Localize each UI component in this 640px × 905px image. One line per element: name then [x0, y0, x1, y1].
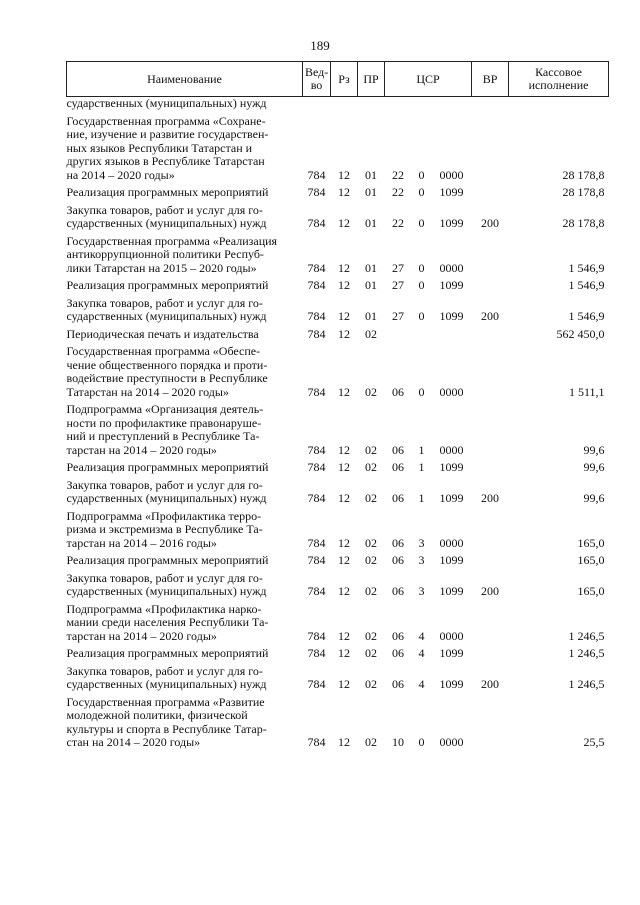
row-sum: 1 546,9	[568, 309, 605, 323]
row-csr-subprogram: 1	[418, 491, 425, 505]
row-csr-direction: 1099	[439, 185, 464, 199]
row-vr: 200	[481, 677, 500, 691]
row-name: Государственная программа «Обеспе- чение общественного порядка и проти- водействие преступности в Республике Татарстан на 2014 – 2020 годы»	[66, 344, 268, 399]
row-csr-subprogram: 4	[418, 646, 425, 660]
row-csr-direction: 0000	[439, 260, 464, 275]
row-rz: 12	[338, 278, 350, 292]
table-row	[67, 692, 609, 750]
row-name: Закупка товаров, работ и услуг для го- сударственных (муниципальных) нужд	[66, 202, 267, 230]
row-vr	[472, 341, 509, 399]
row-csr-program: 06	[392, 491, 404, 505]
row-name: Закупка товаров, работ и услуг для го- сударственных (муниципальных) нужд	[66, 663, 267, 691]
row-name: сударственных (муниципальных) нужд	[66, 96, 267, 110]
row-ved: 784	[307, 460, 326, 474]
row-rz: 12	[338, 553, 350, 567]
table-row	[67, 457, 609, 475]
row-csr-direction: 0000	[439, 628, 464, 643]
row-csr-direction: 0000	[439, 384, 464, 399]
row-pr: 01	[365, 216, 377, 230]
table-row	[67, 475, 609, 506]
row-rz: 12	[338, 584, 350, 598]
row-sum: 25,5	[583, 735, 605, 749]
row-csr-subprogram: 0	[418, 216, 425, 230]
row-rz: 12	[338, 260, 350, 275]
table-row	[67, 550, 609, 568]
row-csr-subprogram: 3	[418, 584, 425, 598]
row-ved: 784	[307, 326, 326, 341]
row-csr-program: 27	[392, 260, 404, 275]
row-csr-program: 22	[392, 185, 404, 199]
row-ved: 784	[307, 442, 326, 457]
row-rz	[331, 97, 358, 111]
header-rz: Рз	[331, 62, 358, 97]
row-vr: 200	[481, 216, 500, 230]
row-vr	[472, 97, 509, 111]
row-sum: 1 246,5	[568, 677, 605, 691]
row-sum: 562 450,0	[556, 326, 605, 341]
row-csr-direction: 1099	[439, 460, 464, 474]
table-row	[67, 599, 609, 644]
header-pr: ПР	[358, 62, 385, 97]
row-pr: 02	[365, 384, 377, 399]
row-csr-program: 27	[392, 278, 404, 292]
row-vr	[472, 111, 509, 183]
budget-table	[66, 61, 609, 750]
row-csr-direction: 0000	[439, 735, 464, 749]
row-pr: 02	[365, 460, 377, 474]
row-sum: 165,0	[577, 553, 605, 567]
table-row	[67, 200, 609, 231]
row-ved: 784	[307, 677, 326, 691]
row-name: Реализация программных мероприятий	[66, 553, 269, 567]
row-csr-program: 06	[392, 646, 404, 660]
table-row	[67, 231, 609, 276]
row-pr: 01	[365, 278, 377, 292]
row-sum: 28 178,8	[562, 185, 605, 199]
row-pr: 02	[365, 646, 377, 660]
row-name: Реализация программных мероприятий	[66, 278, 269, 292]
header-sum: Кассовое исполнение	[509, 62, 609, 97]
header-ved: Вед- во	[303, 62, 331, 97]
row-rz: 12	[338, 646, 350, 660]
row-name: Подпрограмма «Организация деятель- ности по профилактике правонаруше- ний и преступлений в Республике Та- тарстан на 2014 – 2020 годы»	[66, 402, 264, 457]
row-pr: 02	[365, 628, 377, 643]
row-rz: 12	[338, 216, 350, 230]
row-csr-direction: 1099	[439, 309, 464, 323]
row-sum: 99,6	[583, 442, 605, 457]
row-sum	[509, 97, 609, 111]
row-ved: 784	[307, 260, 326, 275]
row-pr: 01	[365, 309, 377, 323]
row-rz: 12	[338, 185, 350, 199]
row-name: Реализация программных мероприятий	[66, 460, 269, 474]
row-pr: 02	[365, 442, 377, 457]
row-csr-direction: 1099	[439, 584, 464, 598]
row-pr: 01	[365, 260, 377, 275]
row-vr	[472, 457, 509, 475]
table-row	[67, 324, 609, 342]
row-sum: 28 178,8	[562, 216, 605, 230]
row-ved: 784	[307, 384, 326, 399]
row-ved: 784	[307, 491, 326, 505]
row-csr-subprogram: 1	[418, 442, 425, 457]
row-csr-program: 06	[392, 677, 404, 691]
row-ved: 784	[307, 185, 326, 199]
row-vr	[472, 506, 509, 551]
table-row	[67, 643, 609, 661]
row-name: Закупка товаров, работ и услуг для го- сударственных (муниципальных) нужд	[66, 570, 267, 598]
row-csr-program: 06	[392, 553, 404, 567]
row-ved: 784	[307, 278, 326, 292]
table-row	[67, 293, 609, 324]
row-csr-direction: 0000	[439, 535, 464, 550]
row-sum: 165,0	[577, 535, 605, 550]
row-rz: 12	[338, 628, 350, 643]
row-vr: 200	[481, 584, 500, 598]
row-csr-subprogram: 4	[418, 677, 425, 691]
row-csr-program: 06	[392, 628, 404, 643]
row-rz: 12	[338, 460, 350, 474]
row-rz: 12	[338, 384, 350, 399]
row-csr-direction: 1099	[439, 278, 464, 292]
row-csr-subprogram: 0	[418, 260, 425, 275]
row-vr	[472, 275, 509, 293]
row-csr-direction: 1099	[439, 553, 464, 567]
row-vr	[472, 599, 509, 644]
row-vr	[472, 231, 509, 276]
row-csr-program	[385, 97, 412, 111]
row-vr	[472, 399, 509, 457]
row-csr-program: 06	[392, 460, 404, 474]
row-pr: 02	[365, 326, 377, 341]
row-name: Государственная программа «Сохране- ние, изучение и развитие государствен- ных языков Республики Татарстан и других языков в Республике Татарстан на 2014 – 2020 годы»	[66, 113, 269, 182]
row-rz: 12	[338, 167, 350, 182]
row-name: Периодическая печать и издательства	[66, 326, 259, 341]
row-csr-program	[385, 324, 412, 342]
row-csr-subprogram	[412, 97, 432, 111]
row-ved: 784	[307, 216, 326, 230]
row-csr-program: 06	[392, 384, 404, 399]
row-ved: 784	[307, 167, 326, 182]
row-sum: 1 546,9	[568, 260, 605, 275]
row-vr: 200	[481, 491, 500, 505]
row-csr-direction	[432, 97, 472, 111]
row-rz: 12	[338, 442, 350, 457]
table-row	[67, 97, 609, 111]
header-name: Наименование	[67, 62, 303, 97]
row-vr	[472, 324, 509, 342]
row-pr: 02	[365, 535, 377, 550]
row-sum: 99,6	[583, 460, 605, 474]
row-csr-subprogram: 0	[418, 167, 425, 182]
row-csr-program: 10	[392, 735, 404, 749]
row-name: Закупка товаров, работ и услуг для го- сударственных (муниципальных) нужд	[66, 477, 267, 505]
row-csr-subprogram: 0	[418, 735, 425, 749]
table-row	[67, 275, 609, 293]
row-vr	[472, 182, 509, 200]
row-csr-program: 22	[392, 167, 404, 182]
row-csr-subprogram: 1	[418, 460, 425, 474]
row-ved: 784	[307, 646, 326, 660]
row-ved	[303, 97, 331, 111]
table-row	[67, 399, 609, 457]
table-row	[67, 661, 609, 692]
row-csr-program: 27	[392, 309, 404, 323]
row-csr-subprogram: 0	[418, 185, 425, 199]
row-csr-direction: 1099	[439, 216, 464, 230]
table-row	[67, 111, 609, 183]
row-csr-subprogram: 0	[418, 278, 425, 292]
row-vr	[472, 550, 509, 568]
row-name: Государственная программа «Реализация антикоррупционной политики Респуб- лики Татарстан на 2015 – 2020 годы»	[66, 233, 278, 275]
row-ved: 784	[307, 535, 326, 550]
row-csr-subprogram: 3	[418, 553, 425, 567]
row-csr-direction: 1099	[439, 677, 464, 691]
row-sum: 165,0	[577, 584, 605, 598]
row-ved: 784	[307, 735, 326, 749]
row-sum: 28 178,8	[562, 167, 605, 182]
row-csr-subprogram: 0	[418, 309, 425, 323]
row-vr	[472, 692, 509, 750]
table-row	[67, 568, 609, 599]
row-name: Закупка товаров, работ и услуг для го- сударственных (муниципальных) нужд	[66, 295, 267, 323]
row-ved: 784	[307, 309, 326, 323]
row-name: Реализация программных мероприятий	[66, 185, 269, 199]
table-body	[67, 97, 609, 750]
row-pr: 01	[365, 167, 377, 182]
table-row	[67, 182, 609, 200]
row-name: Государственная программа «Развитие молодежной политики, физической культуры и спорта в Республике Татар- стан на 2014 – 2020 годы»	[66, 694, 267, 749]
row-csr-program: 06	[392, 442, 404, 457]
row-csr-direction: 0000	[439, 167, 464, 182]
row-rz: 12	[338, 535, 350, 550]
table-header	[67, 62, 609, 97]
header-vr: ВР	[472, 62, 509, 97]
row-pr: 02	[365, 491, 377, 505]
row-csr-program: 06	[392, 584, 404, 598]
row-rz: 12	[338, 309, 350, 323]
row-sum: 1 546,9	[568, 278, 605, 292]
row-pr: 02	[365, 553, 377, 567]
row-csr-direction	[432, 324, 472, 342]
row-name: Подпрограмма «Профилактика терро- ризма и экстремизма в Республике Та- тарстан на 2014 – 2016 годы»	[66, 508, 263, 550]
row-csr-program: 22	[392, 216, 404, 230]
row-pr: 02	[365, 584, 377, 598]
row-sum: 1 246,5	[568, 628, 605, 643]
row-ved: 784	[307, 584, 326, 598]
row-csr-direction: 1099	[439, 646, 464, 660]
row-csr-subprogram: 3	[418, 535, 425, 550]
row-ved: 784	[307, 628, 326, 643]
page-number: 189	[310, 38, 330, 53]
row-csr-program: 06	[392, 535, 404, 550]
row-name: Подпрограмма «Профилактика нарко- мании среди населения Республики Та- тарстан на 2014 – 2020 годы»	[66, 601, 269, 643]
row-csr-direction: 0000	[439, 442, 464, 457]
row-sum: 1 511,1	[568, 384, 605, 399]
header-csr: ЦСР	[385, 62, 472, 97]
row-pr	[358, 97, 385, 111]
row-pr: 02	[365, 735, 377, 749]
row-csr-subprogram	[412, 324, 432, 342]
row-csr-direction: 1099	[439, 491, 464, 505]
row-sum: 1 246,5	[568, 646, 605, 660]
row-vr	[472, 643, 509, 661]
row-rz: 12	[338, 735, 350, 749]
row-pr: 02	[365, 677, 377, 691]
row-name: Реализация программных мероприятий	[66, 646, 269, 660]
row-rz: 12	[338, 326, 350, 341]
row-csr-subprogram: 4	[418, 628, 425, 643]
row-vr: 200	[481, 309, 500, 323]
row-pr: 01	[365, 185, 377, 199]
row-ved: 784	[307, 553, 326, 567]
row-csr-subprogram: 0	[418, 384, 425, 399]
table-row	[67, 506, 609, 551]
row-rz: 12	[338, 491, 350, 505]
row-sum: 99,6	[583, 491, 605, 505]
row-rz: 12	[338, 677, 350, 691]
table-row	[67, 341, 609, 399]
